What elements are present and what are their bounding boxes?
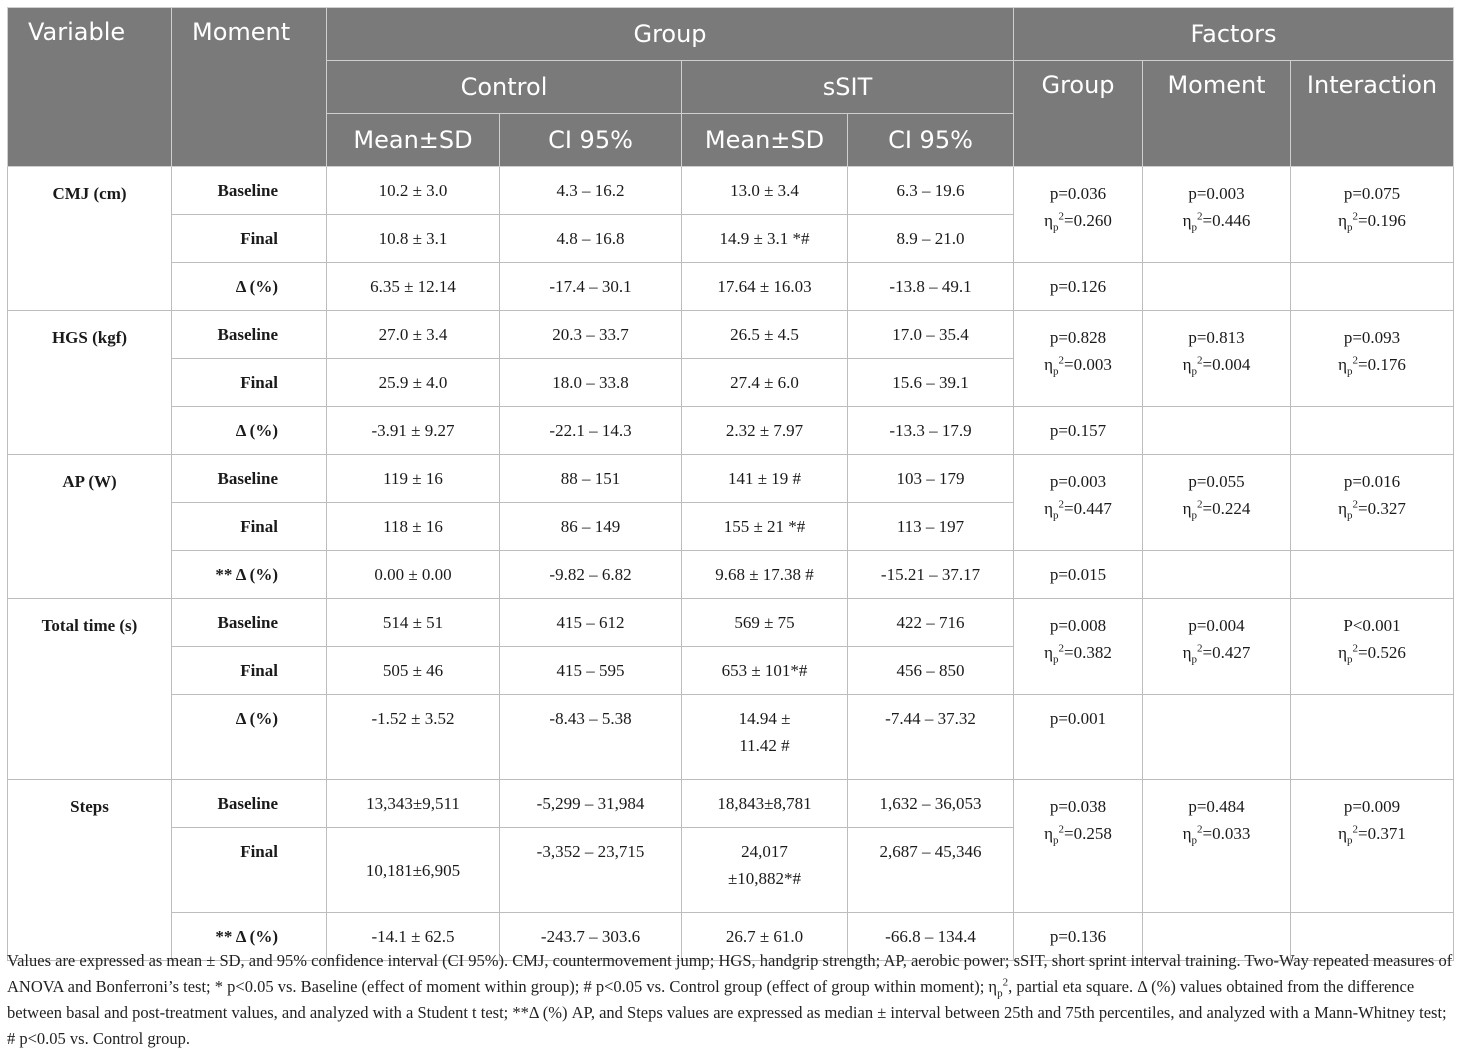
- header-control: Control: [327, 61, 682, 114]
- table-footnote: Values are expressed as mean ± SD, and 95% confidence interval (CI 95%). CMJ, countermovement jump; HGS, handgrip strength; AP, aerobic power; sSIT, short sprint interval training. Two-Way repeated measures of ANOVA and Bonferroni’s test; * p<0.05 vs. Baseline (effect of moment within group); # p<0.05 vs. Control group (effect of group within moment); $\eta_p^2$, partial eta square. Δ (%) values obtained from the difference between basal and post-treatment values, and analyzed with a Student t test; **Δ (%) AP, and Steps values are expressed as median ± interval between 25th and 75th percentiles, and analyzed with a Mann-Whitney test; # p<0.05 vs. Control group.: [7, 951, 1453, 1048]
- ssit-mean-cell: 653 ± 101*#: [682, 647, 848, 695]
- delta-p-cell: p=0.015: [1014, 551, 1143, 599]
- eta-squared-symbol: $\eta_p^2$: [1338, 642, 1359, 666]
- factor-moment-cell: p=0.813 $\eta_p^2=0.004$: [1143, 311, 1291, 407]
- ssit-mean-cell: 18,843±8,781: [682, 780, 848, 828]
- ssit-ci-cell: 15.6 – 39.1: [848, 359, 1014, 407]
- empty-cell: [1143, 695, 1291, 780]
- control-ci-cell: -3,352 – 23,715: [500, 828, 682, 913]
- ssit-ci-cell: 8.9 – 21.0: [848, 215, 1014, 263]
- control-ci-cell: -5,299 – 31,984: [500, 780, 682, 828]
- eta-squared-symbol: $\eta_p^2$: [1044, 498, 1065, 522]
- moment-cell: Final: [172, 215, 327, 263]
- moment-cell: Baseline: [172, 780, 327, 828]
- delta-p-cell: p=0.001: [1014, 695, 1143, 780]
- moment-cell: Baseline: [172, 599, 327, 647]
- variable-cell: Steps: [8, 780, 172, 961]
- ssit-mean-cell: 27.4 ± 6.0: [682, 359, 848, 407]
- ssit-ci-cell: 17.0 – 35.4: [848, 311, 1014, 359]
- control-ci-cell: 86 – 149: [500, 503, 682, 551]
- factor-interaction-cell: p=0.093 $\eta_p^2=0.176$: [1291, 311, 1454, 407]
- control-ci-cell: -243.7 – 303.6: [500, 913, 682, 961]
- moment-cell: ** Δ (%): [172, 551, 327, 599]
- empty-cell: [1143, 263, 1291, 311]
- empty-cell: [1291, 695, 1454, 780]
- ssit-mean-cell: 17.64 ± 16.03: [682, 263, 848, 311]
- empty-cell: [1143, 407, 1291, 455]
- empty-cell: [1291, 407, 1454, 455]
- header-variable: Variable: [8, 8, 172, 167]
- control-mean-cell: 10.2 ± 3.0: [327, 167, 500, 215]
- ssit-mean-cell: 2.32 ± 7.97: [682, 407, 848, 455]
- control-mean-cell: 0.00 ± 0.00: [327, 551, 500, 599]
- empty-cell: [1143, 551, 1291, 599]
- eta-squared-symbol: $\eta_p^2$: [1338, 354, 1359, 378]
- control-mean-cell: -14.1 ± 62.5: [327, 913, 500, 961]
- header-factor-moment: Moment: [1143, 61, 1291, 167]
- variable-cell: CMJ (cm): [8, 167, 172, 311]
- control-ci-cell: -9.82 – 6.82: [500, 551, 682, 599]
- table-row: [8, 407, 1454, 455]
- header-ssit-mean-sd: Mean±SD: [682, 114, 848, 167]
- header-control-mean-sd: Mean±SD: [327, 114, 500, 167]
- header-factor-group: Group: [1014, 61, 1143, 167]
- eta-squared-symbol: $\eta_p^2$: [1338, 823, 1359, 847]
- ssit-ci-cell: -66.8 – 134.4: [848, 913, 1014, 961]
- ssit-mean-cell: 14.9 ± 3.1 *#: [682, 215, 848, 263]
- control-ci-cell: -17.4 – 30.1: [500, 263, 682, 311]
- header-factor-interaction: Interaction: [1291, 61, 1454, 167]
- eta-squared-symbol: $\eta_p^2$: [1182, 210, 1203, 234]
- table-row: [8, 455, 1454, 503]
- ssit-mean-cell: 569 ± 75: [682, 599, 848, 647]
- moment-cell: Final: [172, 503, 327, 551]
- table-row: [8, 167, 1454, 215]
- control-mean-cell: 25.9 ± 4.0: [327, 359, 500, 407]
- ssit-mean-cell: 13.0 ± 3.4: [682, 167, 848, 215]
- moment-cell: Final: [172, 828, 327, 913]
- control-ci-cell: 415 – 595: [500, 647, 682, 695]
- ssit-mean-cell: 26.7 ± 61.0: [682, 913, 848, 961]
- control-ci-cell: 4.8 – 16.8: [500, 215, 682, 263]
- delta-p-cell: p=0.136: [1014, 913, 1143, 961]
- eta-squared-symbol: $\eta_p^2$: [1044, 210, 1065, 234]
- table-row: [8, 780, 1454, 828]
- control-mean-cell: -3.91 ± 9.27: [327, 407, 500, 455]
- control-mean-cell: 505 ± 46: [327, 647, 500, 695]
- table-row: [8, 599, 1454, 647]
- table-row: [8, 263, 1454, 311]
- factor-group-cell: p=0.003 $\eta_p^2=0.447$: [1014, 455, 1143, 551]
- header-control-ci95: CI 95%: [500, 114, 682, 167]
- header-group: Group: [327, 8, 1014, 61]
- moment-cell: Δ (%): [172, 695, 327, 780]
- factor-interaction-cell: P<0.001 $\eta_p^2=0.526$: [1291, 599, 1454, 695]
- factor-group-cell: p=0.008 $\eta_p^2=0.382$: [1014, 599, 1143, 695]
- control-ci-cell: 20.3 – 33.7: [500, 311, 682, 359]
- table-row: [8, 311, 1454, 359]
- control-mean-cell: 118 ± 16: [327, 503, 500, 551]
- control-mean-cell: 6.35 ± 12.14: [327, 263, 500, 311]
- empty-cell: [1291, 551, 1454, 599]
- control-ci-cell: 415 – 612: [500, 599, 682, 647]
- control-mean-cell: 119 ± 16: [327, 455, 500, 503]
- ssit-ci-cell: -13.3 – 17.9: [848, 407, 1014, 455]
- control-mean-cell: -1.52 ± 3.52: [327, 695, 500, 780]
- ssit-ci-cell: 422 – 716: [848, 599, 1014, 647]
- ssit-ci-cell: -13.8 – 49.1: [848, 263, 1014, 311]
- factor-group-cell: p=0.036 $\eta_p^2=0.260$: [1014, 167, 1143, 263]
- variable-cell: HGS (kgf): [8, 311, 172, 455]
- ssit-ci-cell: -7.44 – 37.32: [848, 695, 1014, 780]
- table-row: [8, 551, 1454, 599]
- eta-squared-symbol: $\eta_p^2$: [1338, 498, 1359, 522]
- control-mean-cell: 514 ± 51: [327, 599, 500, 647]
- table-row: [8, 695, 1454, 780]
- eta-squared-symbol: $\eta_p^2$: [1044, 354, 1065, 378]
- ssit-ci-cell: 6.3 – 19.6: [848, 167, 1014, 215]
- ssit-mean-cell: 14.94 ± 11.42 #: [682, 695, 848, 780]
- header-ssit-ci95: CI 95%: [848, 114, 1014, 167]
- control-mean-cell: 10,181±6,905: [327, 828, 500, 913]
- header-moment: Moment: [172, 8, 327, 167]
- moment-cell: Baseline: [172, 167, 327, 215]
- ssit-ci-cell: 113 – 197: [848, 503, 1014, 551]
- factor-moment-cell: p=0.004 $\eta_p^2=0.427$: [1143, 599, 1291, 695]
- eta-squared-symbol: $\eta_p^2$: [1044, 823, 1065, 847]
- results-table-container: [7, 7, 1453, 961]
- eta-squared-symbol: $\eta_p^2$: [1182, 354, 1203, 378]
- factor-group-cell: p=0.828 $\eta_p^2=0.003$: [1014, 311, 1143, 407]
- header-ssit: sSIT: [682, 61, 1014, 114]
- control-ci-cell: 4.3 – 16.2: [500, 167, 682, 215]
- ssit-mean-cell: 9.68 ± 17.38 #: [682, 551, 848, 599]
- factor-moment-cell: p=0.003 $\eta_p^2=0.446$: [1143, 167, 1291, 263]
- results-table: [7, 7, 1454, 961]
- control-mean-cell: 27.0 ± 3.4: [327, 311, 500, 359]
- eta-squared-symbol: $\eta_p^2$: [1338, 210, 1359, 234]
- ssit-ci-cell: -15.21 – 37.17: [848, 551, 1014, 599]
- moment-cell: Δ (%): [172, 407, 327, 455]
- ssit-mean-cell: 26.5 ± 4.5: [682, 311, 848, 359]
- ssit-mean-cell: 155 ± 21 *#: [682, 503, 848, 551]
- factor-moment-cell: p=0.484 $\eta_p^2=0.033$: [1143, 780, 1291, 913]
- control-ci-cell: -8.43 – 5.38: [500, 695, 682, 780]
- control-ci-cell: -22.1 – 14.3: [500, 407, 682, 455]
- ssit-ci-cell: 456 – 850: [848, 647, 1014, 695]
- ssit-ci-cell: 1,632 – 36,053: [848, 780, 1014, 828]
- header-factors: Factors: [1014, 8, 1454, 61]
- eta-squared-symbol: $\eta_p^2$: [1182, 498, 1203, 522]
- factor-interaction-cell: p=0.075 $\eta_p^2=0.196$: [1291, 167, 1454, 263]
- factor-interaction-cell: p=0.016 $\eta_p^2=0.327$: [1291, 455, 1454, 551]
- ssit-mean-cell: 24,017 ±10,882*#: [682, 828, 848, 913]
- delta-p-cell: p=0.157: [1014, 407, 1143, 455]
- moment-cell: Final: [172, 647, 327, 695]
- eta-squared-symbol: $\eta_p^2$: [1044, 642, 1065, 666]
- delta-p-cell: p=0.126: [1014, 263, 1143, 311]
- moment-cell: Baseline: [172, 311, 327, 359]
- factor-moment-cell: p=0.055 $\eta_p^2=0.224$: [1143, 455, 1291, 551]
- factor-group-cell: p=0.038 $\eta_p^2=0.258$: [1014, 780, 1143, 913]
- ssit-mean-cell: 141 ± 19 #: [682, 455, 848, 503]
- moment-cell: Δ (%): [172, 263, 327, 311]
- control-mean-cell: 13,343±9,511: [327, 780, 500, 828]
- control-ci-cell: 18.0 – 33.8: [500, 359, 682, 407]
- empty-cell: [1291, 263, 1454, 311]
- moment-cell: Final: [172, 359, 327, 407]
- eta-squared-symbol: $\eta_p^2$: [1182, 823, 1203, 847]
- variable-cell: Total time (s): [8, 599, 172, 780]
- ssit-ci-cell: 103 – 179: [848, 455, 1014, 503]
- moment-cell: Baseline: [172, 455, 327, 503]
- factor-interaction-cell: p=0.009 $\eta_p^2=0.371$: [1291, 780, 1454, 913]
- eta-squared-symbol: $\eta_p^2$: [1182, 642, 1203, 666]
- control-mean-cell: 10.8 ± 3.1: [327, 215, 500, 263]
- control-ci-cell: 88 – 151: [500, 455, 682, 503]
- moment-cell: ** Δ (%): [172, 913, 327, 961]
- ssit-ci-cell: 2,687 – 45,346: [848, 828, 1014, 913]
- variable-cell: AP (W): [8, 455, 172, 599]
